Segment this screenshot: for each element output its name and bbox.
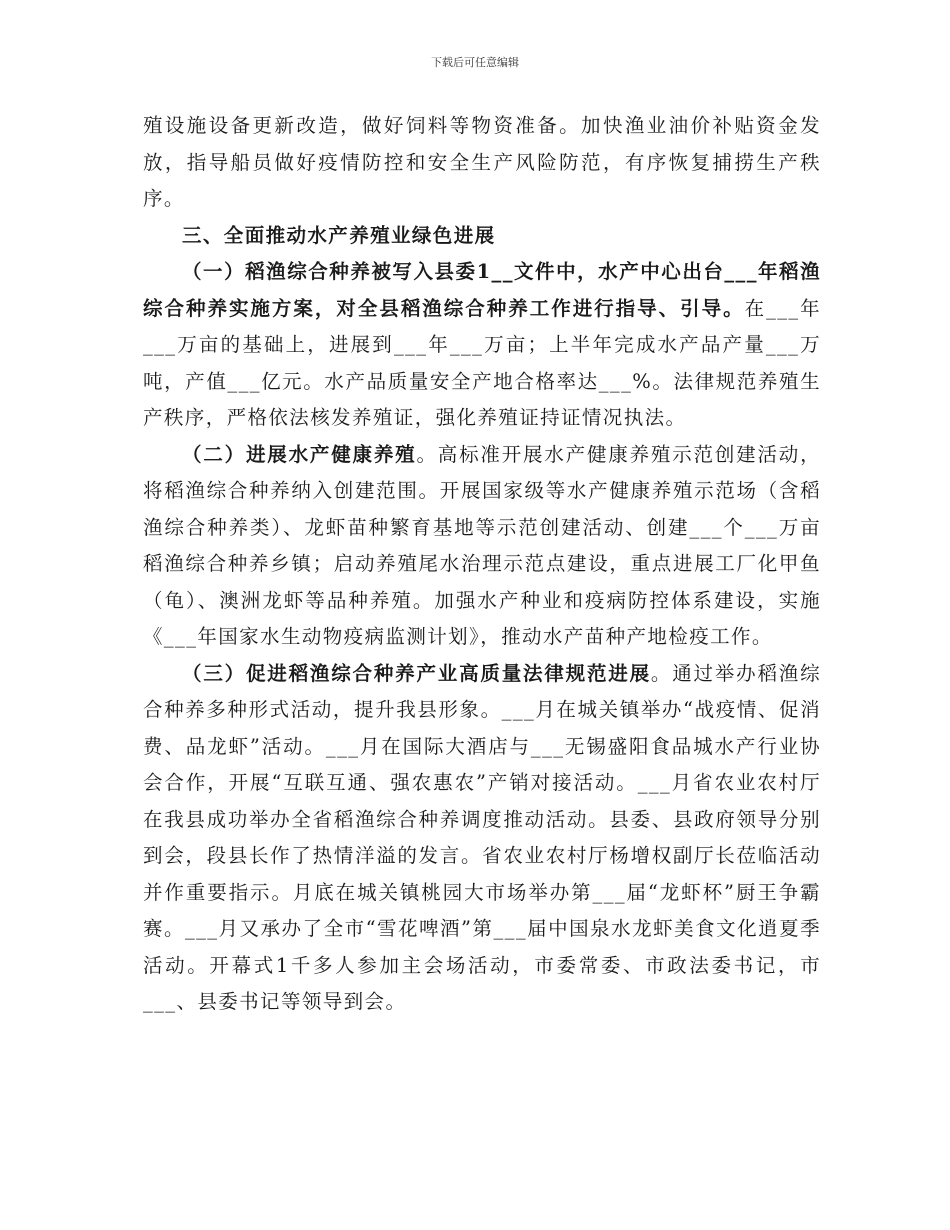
paragraph-2-text: 。高标准开展水产健康养殖示范创建活动，将稻渔综合种养纳入创建范围。开展国家级等水产健康养殖示范场（含稻渔综合种养类）、龙虾苗种繁育基地等示范创建活动、创建___个___万亩稻渔综合种养乡镇；启动养殖尾水治理示范点建设，重点进展工厂化甲鱼（龟）、澳洲龙虾等品种养殖。加强水产种业和疫病防控体系建设，实施《___年国家水生动物疫病监测计划》，推动水产苗种产地检疫工作。 — [143, 442, 821, 648]
paragraph-2-bold: （二）进展水产健康养殖 — [182, 442, 417, 466]
paragraph-1-text: 在___年___万亩的基础上，进展到___年___万亩；上半年完成水产品产量___万吨，产值___亿元。水产品质量安全产地合格率达___%。法律规范养殖生产秩序，严格依法核发养殖证，强化养殖证持证情况执法。 — [143, 296, 821, 429]
paragraph-1 — [143, 254, 821, 437]
paragraph-1-bold: （一）稻渔综合种养被写入县委1__文件中，水产中心出台___年稻渔综合种养实施方案，对全县稻渔综合种养工作进行指导、引导。 — [143, 260, 821, 320]
paragraph-3-bold: （三）促进稻渔综合种养产业高质量法律规范进展 — [182, 661, 651, 685]
paragraph-2 — [143, 437, 821, 656]
section-heading: 三、全面推动水产养殖业绿色进展 — [182, 223, 496, 247]
page-header: 下载后可任意编辑 — [431, 56, 519, 69]
document-body — [143, 108, 821, 1021]
paragraph-3 — [143, 656, 821, 1021]
paragraph-continuation: 殖设施设备更新改造，做好饲料等物资准备。加快渔业油价补贴资金发放，指导船员做好疫情防控和安全生产风险防范，有序恢复捕捞生产秩序。 — [143, 114, 821, 210]
paragraph-3-text: 。通过举办稻渔综合种养多种形式活动，提升我县形象。___月在城关镇举办“战疫情、促消费、品龙虾”活动。___月在国际大酒店与___无锡盛阳食品城水产行业协会合作，开展“互联互通、强农惠农”产销对接活动。___月省农业农村厅在我县成功举办全省稻渔综合种养调度推动活动。县委、县政府领导分别到会，段县长作了热情洋溢的发言。省农业农村厅杨增权副厅长莅临活动并作重要指示。月底在城关镇桃园大市场举办第___届“龙虾杯”厨王争霸赛。___月又承办了全市“雪花啤酒”第___届中国泉水龙虾美食文化逍夏季活动。开幕式1千多人参加主会场活动，市委常委、市政法委书记，市___、县委书记等领导到会。 — [143, 661, 821, 1013]
